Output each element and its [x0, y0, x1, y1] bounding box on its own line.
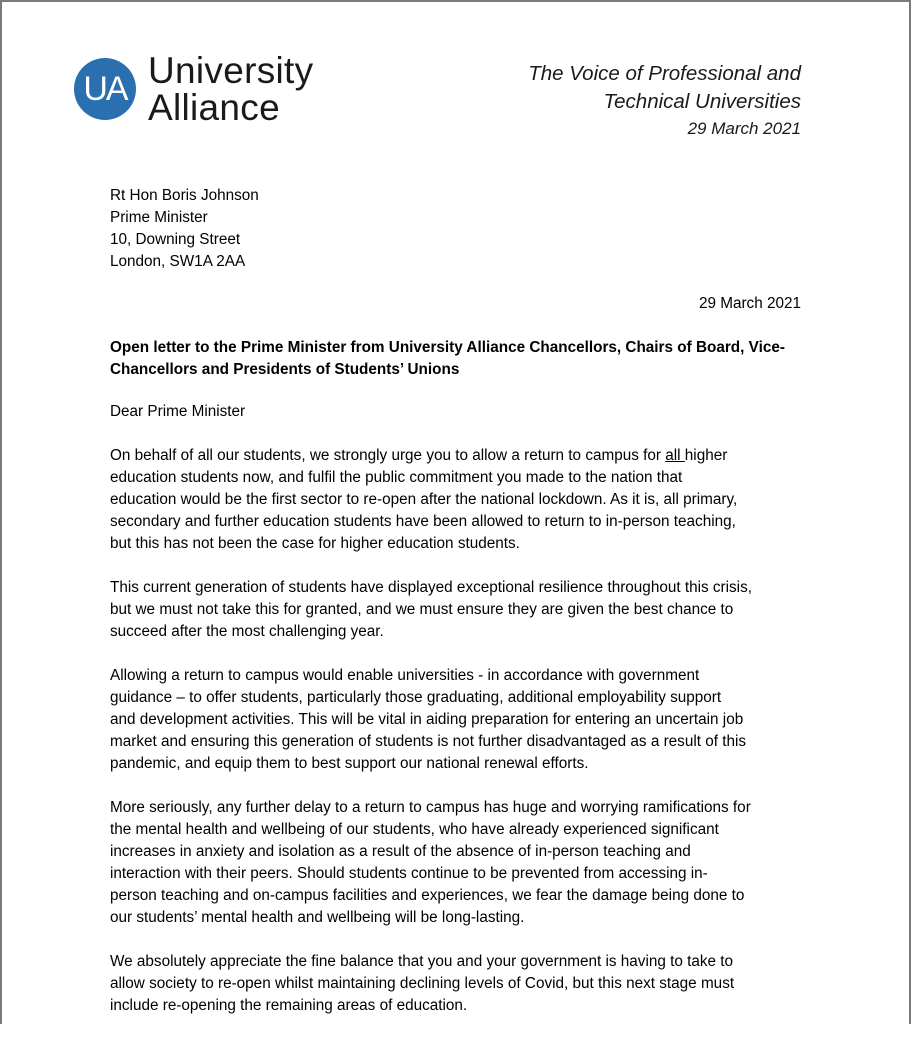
paragraph-1	[110, 445, 810, 555]
university-alliance-logo	[74, 50, 324, 128]
logo-wordmark	[148, 52, 313, 126]
ua-logo-mark: UA	[74, 58, 136, 120]
tagline-line-2: Technical Universities	[603, 90, 801, 113]
paragraph-2: This current generation of students have displayed exceptional resilience throughout this crisis, but we must not take this for granted, and we must ensure they are given the best chance to succeed after the most challenging year.	[110, 579, 752, 640]
subject-line-2: Chancellors and Presidents of Students’ Unions	[110, 361, 460, 378]
p1-line-4: secondary and further education students have been allowed to return to in-person teaching,	[110, 513, 736, 530]
recipient-address	[110, 185, 259, 273]
p1-line-5: but this has not been the case for higher education students.	[110, 535, 520, 552]
p1-line-3: education would be the first sector to re-open after the national lockdown. As it is, all primary,	[110, 491, 738, 508]
tagline-line-1: The Voice of Professional and	[528, 62, 801, 85]
address-line: London, SW1A 2AA	[110, 253, 246, 270]
subject-line-1: Open letter to the Prime Minister from University Alliance Chancellors, Chairs of Board, Vice-	[110, 339, 785, 356]
letter-body	[110, 445, 810, 1039]
logo-line-2: Alliance	[148, 87, 280, 128]
letter-date: 29 March 2021	[698, 295, 801, 312]
paragraph-3: Allowing a return to campus would enable universities - in accordance with government guidance – to offer students, particularly those graduating, additional employability support and development activities. This will be vital in aiding preparation for entering an uncertain job market and ensuring this generation of students is not further disadvantaged as a result of this pandemic, and equip them to best support our national renewal efforts.	[110, 667, 747, 772]
tagline-date: 29 March 2021	[687, 119, 801, 138]
salutation: Dear Prime Minister	[110, 403, 246, 420]
logo-line-1: University	[148, 50, 314, 91]
p1-line-2: education students now, and fulfil the public commitment you made to the nation that	[110, 469, 683, 486]
address-line: 10, Downing Street	[110, 231, 241, 248]
paragraph-5: We absolutely appreciate the fine balance that you and your government is having to take to allow society to re-open whilst maintaining declining levels of Covid, but this next stage must include re-opening the remaining areas of education.	[110, 953, 735, 1014]
letter-subject	[110, 337, 810, 381]
p1-line-1: On behalf of all our students, we strongly urge you to allow a return to campus for all higher	[110, 447, 728, 464]
address-line: Prime Minister	[110, 209, 208, 226]
address-line: Rt Hon Boris Johnson	[110, 187, 259, 204]
paragraph-4: More seriously, any further delay to a return to campus has huge and worrying ramifications for the mental health and wellbeing of our students, who have already experienced significant increases in anxiety and isolation as a result of the absence of in-person teaching and interaction with their peers. Should students continue to be prevented from accessing in- person teaching and on-campus facilities and experiences, we fear the damage being done to our students’ mental health and wellbeing will be long-lasting.	[110, 799, 751, 926]
tagline	[528, 60, 801, 142]
emphasis-all: all	[665, 447, 685, 464]
